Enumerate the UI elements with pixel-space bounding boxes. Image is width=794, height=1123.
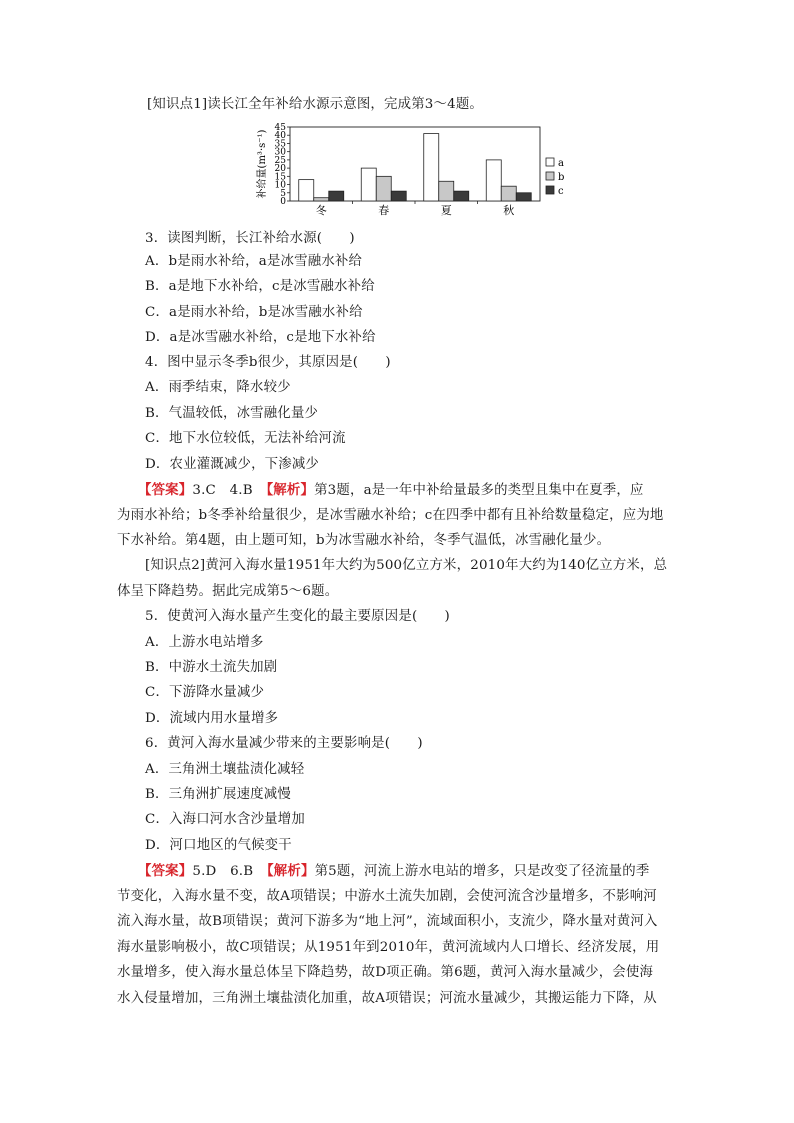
bar-c-3 [516,193,531,201]
x-tick-label: 秋 [503,204,515,217]
answer-2-line-5: 水量增多，使入海水量总体呈下降趋势，故D项正确。第6题，黄河入海水量减少，会使海 [117,965,654,980]
analysis-tag: 【解析】 [266,863,315,879]
answer-2-line-1 [138,862,649,881]
bar-a-0 [299,180,314,201]
question-5-option-a: A．上游水电站增多 [145,635,264,650]
question-4-option-b: B．气温较低，冰雪融化量少 [145,406,319,421]
y-axis-label: 补给量(m³·s⁻¹) [257,129,268,199]
bar-b-3 [501,186,516,201]
analysis-tag: 【解析】 [266,482,315,498]
question-3-stem: 3．读图判断，长江补给水源( ) [145,231,355,246]
y-tick-label: 35 [274,139,286,150]
question-6-option-c: C．入海口河水含沙量增加 [145,812,305,827]
legend-label-c: c [558,186,564,197]
question-6-option-b: B．三角洲扩展速度减慢 [145,787,291,802]
y-tick-label: 30 [274,147,286,158]
bar-a-2 [424,134,439,201]
y-tick-label: 25 [274,155,286,166]
answer-tag: 【答案】 [138,863,193,879]
question-3-option-d: D．a是冰雪融水补给，c是地下水补给 [145,330,376,345]
legend-swatch-c [546,186,554,194]
question-3-option-b: B．a是地下水补给，c是冰雪融水补给 [145,279,375,294]
answer-tag: 【答案】 [138,482,193,498]
answer-2-line-3: 流入海水量，故B项错误；黄河下游多为“地上河”，流域面积小，支流少，降水量对黄河入 [117,914,658,929]
question-6-stem: 6．黄河入海水量减少带来的主要影响是( ) [145,736,423,751]
question-5-option-b: B．中游水土流失加剧 [145,660,278,675]
knowledge-point-1-intro: [知识点1]读长江全年补给水源示意图，完成第3～4题。 [147,97,483,112]
question-5-option-d: D．流域内用水量增多 [145,711,279,726]
bar-c-0 [329,191,344,201]
answer-1-line-1 [138,481,644,500]
y-tick-label: 45 [274,123,286,133]
legend-label-a: a [558,158,564,169]
x-tick-label: 冬 [315,204,327,217]
bar-c-2 [454,191,469,201]
bar-b-2 [439,181,454,201]
answer-2-line-2: 节变化，入海水量不变，故A项错误；中游水土流失加剧，会使河流含沙量增多，不影响河 [117,889,657,904]
answer-2-line-4: 海水量影响极小，故C项错误；从1951年到2010年，黄河流域内人口增长、经济发展，用 [117,940,660,955]
question-4-option-a: A．雨季结束，降水较少 [145,380,291,395]
analysis-text: 第5题，河流上游水电站的增多，只是改变了径流量的季 [314,864,650,879]
bar-b-0 [314,198,329,201]
analysis-text: 第3题，a是一年中补给量最多的类型且集中在夏季，应 [314,483,644,498]
bar-a-1 [361,168,376,201]
bar-chart [252,122,582,222]
question-5-option-c: C．下游降水量减少 [145,685,265,700]
answer-2-line-6: 水入侵量增加，三角洲土壤盐渍化加重，故A项错误；河流水量减少，其搬运能力下降，从 [117,991,657,1006]
bar-c-1 [391,191,406,201]
question-4-option-c: C．地下水位较低，无法补给河流 [145,431,346,446]
question-4-stem: 4．图中显示冬季b很少，其原因是( ) [145,355,391,370]
question-4-option-d: D．农业灌溉减少，下渗减少 [145,457,320,472]
y-tick-label: 20 [274,164,286,175]
y-tick-label: 0 [280,197,286,207]
y-tick-label: 15 [274,172,286,183]
question-3-option-c: C．a是雨水补给，b是冰雪融水补给 [145,305,363,320]
knowledge-point-2-line-1: [知识点2]黄河入海水量1951年大约为500亿立方米，2010年大约为140亿立方米，总 [145,558,668,573]
bar-chart-svg [252,122,582,222]
question-6-option-d: D．河口地区的气候变干 [145,838,292,853]
legend-swatch-a [546,158,554,166]
x-tick-label: 春 [378,204,390,217]
bar-b-1 [376,176,391,201]
bar-a-3 [486,160,501,201]
answer-value: 5.D 6.B [192,864,267,879]
answer-1-line-3: 下水补给。第4题，由上题可知，b为冰雪融水补给，冬季气温低，冰雪融化量少。 [117,533,611,548]
y-tick-label: 10 [274,180,286,191]
answer-value: 3.C 4.B [192,483,267,498]
question-3-option-a: A．b是雨水补给，a是冰雪融水补给 [145,254,363,269]
question-6-option-a: A．三角洲土壤盐渍化减轻 [145,762,305,777]
y-tick-label: 5 [280,188,286,199]
question-5-stem: 5．使黄河入海水量产生变化的最主要原因是( ) [145,609,450,624]
legend-label-b: b [558,172,565,183]
x-tick-label: 夏 [440,204,452,217]
y-tick-label: 40 [274,131,286,142]
answer-1-line-2: 为雨水补给；b冬季补给量很少，是冰雪融水补给；c在四季中都有且补给数量稳定，应为地 [117,508,664,523]
legend-swatch-b [546,172,554,180]
knowledge-point-2-line-2: 体呈下降趋势。据此完成第5～6题。 [117,584,339,599]
